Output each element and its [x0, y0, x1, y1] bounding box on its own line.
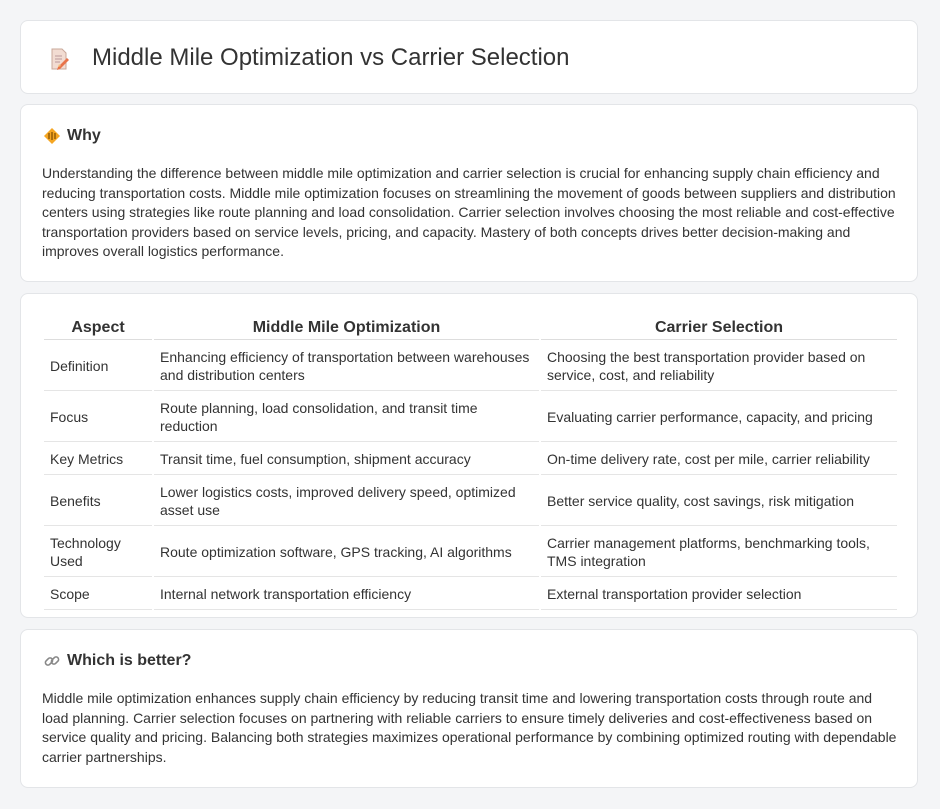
link-icon: [43, 652, 61, 670]
page-title: Middle Mile Optimization vs Carrier Selection: [92, 44, 570, 71]
header-middle-mile: Middle Mile Optimization: [154, 317, 539, 340]
comparison-section: [20, 293, 918, 618]
road-sign-icon: [43, 127, 61, 145]
cell-carrier: Choosing the best transportation provider based on service, cost, and reliability: [541, 342, 897, 391]
cell-middle-mile: Enhancing efficiency of transportation between warehouses and distribution centers: [154, 342, 539, 391]
table-row: [44, 579, 897, 610]
better-heading: [43, 652, 191, 670]
cell-aspect: Benefits: [44, 477, 152, 526]
why-section: [20, 104, 918, 282]
which-better-section: [20, 629, 918, 788]
cell-carrier: On-time delivery rate, cost per mile, carrier reliability: [541, 444, 897, 475]
header-carrier: Carrier Selection: [541, 317, 897, 340]
cell-middle-mile: Route optimization software, GPS tracking, AI algorithms: [154, 528, 539, 577]
why-title: Why: [67, 127, 101, 144]
header-aspect: Aspect: [44, 317, 152, 340]
title-card: [20, 20, 918, 94]
cell-middle-mile: Lower logistics costs, improved delivery speed, optimized asset use: [154, 477, 539, 526]
cell-carrier: External transportation provider selection: [541, 579, 897, 610]
cell-carrier: Better service quality, cost savings, risk mitigation: [541, 477, 897, 526]
cell-middle-mile: Route planning, load consolidation, and transit time reduction: [154, 393, 539, 442]
cell-aspect: Scope: [44, 579, 152, 610]
comparison-table: [42, 315, 899, 612]
table-row: [44, 528, 897, 577]
table-row: [44, 444, 897, 475]
why-heading: [43, 127, 101, 145]
cell-carrier: Carrier management platforms, benchmarking tools, TMS integration: [541, 528, 897, 577]
cell-middle-mile: Transit time, fuel consumption, shipment accuracy: [154, 444, 539, 475]
table-row: [44, 477, 897, 526]
table-row: [44, 393, 897, 442]
cell-aspect: Definition: [44, 342, 152, 391]
cell-aspect: Focus: [44, 393, 152, 442]
why-text: Understanding the difference between middle mile optimization and carrier selection is crucial for enhancing supply chain efficiency and reducing transportation costs. Middle mile optimization focuses on streamlining the movement of goods between suppliers and distribution centers using strategies like route planning and load consolidation. Carrier selection involves choosing the most reliable and cost-effective transportation providers based on service levels, pricing, and capacity. Mastery of both concepts drives better decision-making and improves overall logistics performance.: [42, 165, 896, 259]
better-text: Middle mile optimization enhances supply chain efficiency by reducing transit time and lowering transportation costs through route and load planning. Carrier selection focuses on partnering with reliable carriers to ensure timely deliveries and cost-effectiveness based on service quality and pricing. Balancing both strategies maximizes operational performance by combining optimized routing with dependable carrier partnerships.: [42, 690, 897, 765]
cell-carrier: Evaluating carrier performance, capacity, and pricing: [541, 393, 897, 442]
cell-aspect: Technology Used: [44, 528, 152, 577]
better-title: Which is better?: [67, 652, 192, 669]
cell-middle-mile: Internal network transportation efficiency: [154, 579, 539, 610]
document-pencil-icon: [47, 47, 71, 71]
table-row: [44, 342, 897, 391]
cell-aspect: Key Metrics: [44, 444, 152, 475]
table-header-row: [44, 317, 897, 340]
